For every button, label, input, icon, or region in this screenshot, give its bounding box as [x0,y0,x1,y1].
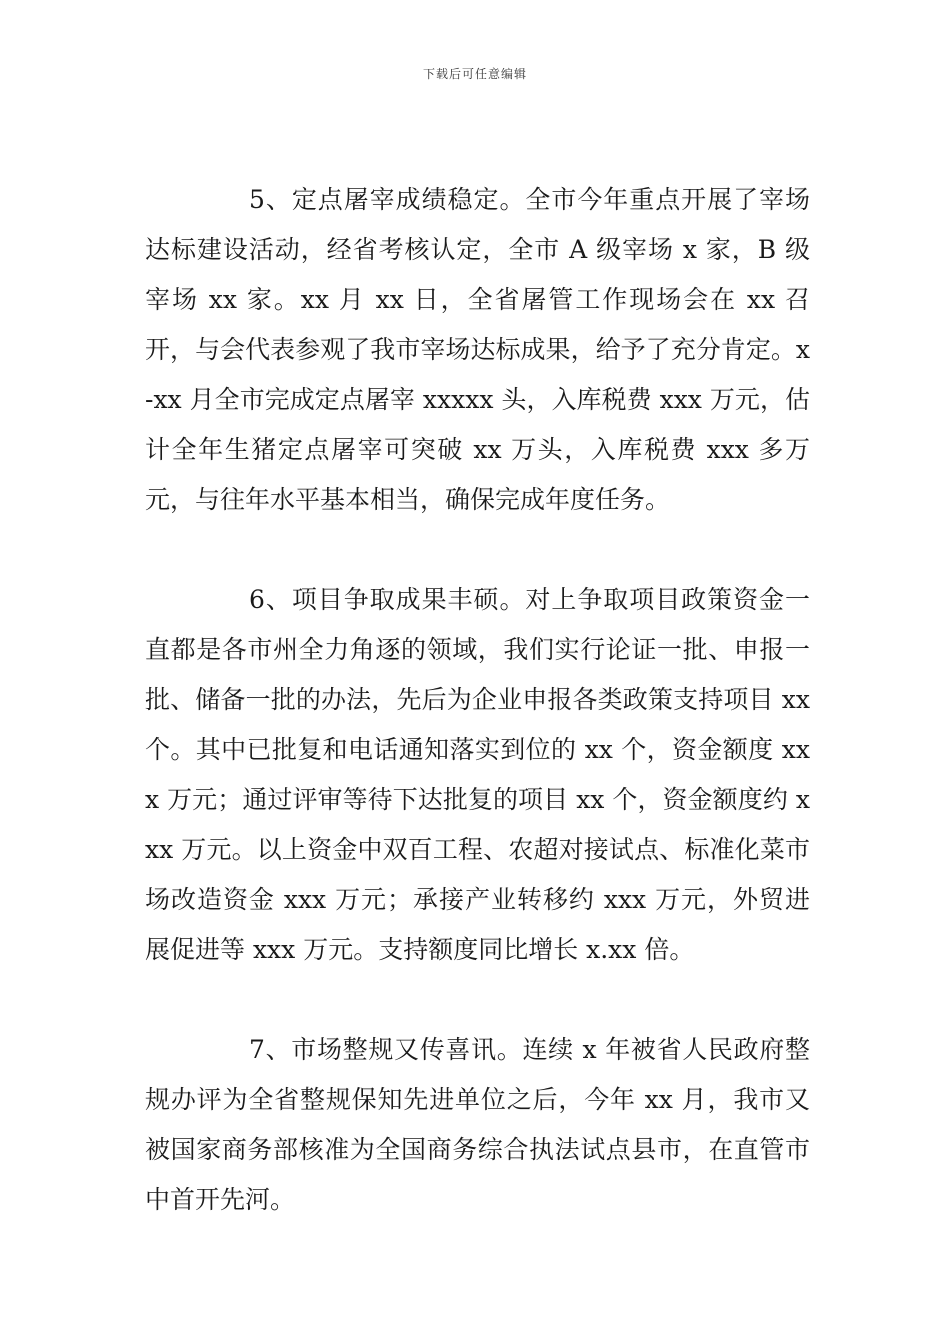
paragraph-item-7: 7、市场整规又传喜讯。连续 x 年被省人民政府整规办评为全省整规保知先进单位之后，今年 xx 月，我市又被国家商务部核准为全国商务综合执法试点县市，在直管市中首开先河。 [145,1035,810,1214]
page-header: 下载后可任意编辑 [422,67,527,81]
paragraph-item-6: 6、项目争取成果丰硕。对上争取项目政策资金一直都是各市州全力角逐的领域，我们实行论证一批、申报一批、储备一批的办法，先后为企业申报各类政策支持项目 xx 个。其中已批复和电话通知落实到位的 xx 个，资金额度 xxx 万元；通过评审等待下达批复的项目 xx 个，资金额度约 xxx 万元。以上资金中双百工程、农超对接试点、标准化菜市场改造资金 xxx 万元；承接产业转移约 xxx 万元，外贸进展促进等 xxx 万元。支持额度同比增长 x.xx 倍。 [145,585,810,964]
document-body [145,175,810,1225]
paragraph-item-5: 5、定点屠宰成绩稳定。全市今年重点开展了宰场达标建设活动，经省考核认定，全市 A 级宰场 x 家，B 级宰场 xx 家。xx 月 xx 日，全省屠管工作现场会在 xx 召开，与会代表参观了我市宰场达标成果，给予了充分肯定。x-xx 月全市完成定点屠宰 xxxxx 头，入库税费 xxx 万元，估计全年生猪定点屠宰可突破 xx 万头，入库税费 xxx 多万元，与往年水平基本相当，确保完成年度任务。 [145,185,810,514]
